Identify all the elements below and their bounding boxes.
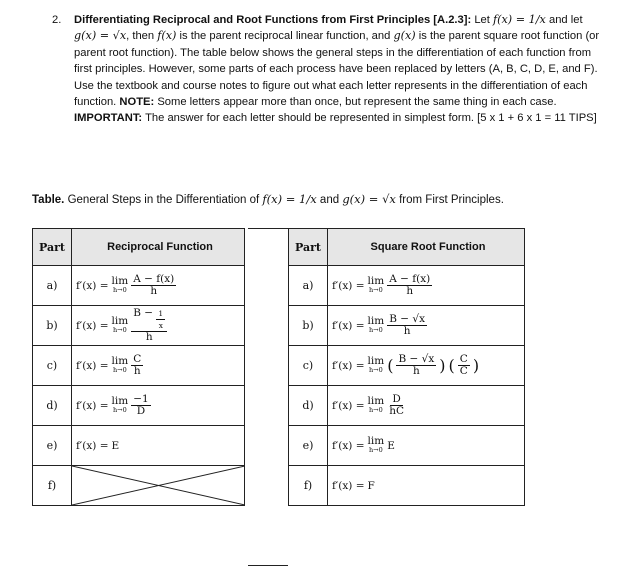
intro-let-g: let — [570, 14, 583, 26]
g-definition: g(x) = √x — [74, 29, 127, 43]
root-step-e: f′(x) = lim h→0 E — [328, 426, 525, 466]
part-label: f) — [289, 466, 328, 506]
part-label: f) — [33, 466, 72, 506]
part-label: c) — [289, 346, 328, 386]
intro-text-1: is the parent reciprocal linear function, and — [179, 30, 391, 43]
gx-symbol: g(x) — [393, 29, 416, 43]
root-step-a: f′(x) = lim h→0 $\frac{A - f(x)}{h}$ — [328, 266, 525, 306]
root-step-f: f′(x) = F — [328, 466, 525, 506]
caption-and: and — [319, 194, 340, 206]
reciprocal-header: Reciprocal Function — [72, 229, 245, 266]
part-label: e) — [289, 426, 328, 466]
reciprocal-step-e: f′(x) = E — [72, 426, 245, 466]
root-table — [288, 228, 525, 506]
note-label: NOTE: — [119, 96, 155, 109]
part-label: a) — [289, 266, 328, 306]
part-label: b) — [289, 306, 328, 346]
intro-let: Let — [474, 14, 490, 26]
part-label: a) — [33, 266, 72, 306]
question-title: Differentiating Reciprocal and Root Functions from First Principles [A.2.3]: — [74, 14, 472, 26]
reciprocal-step-c: f′(x) = lim h→0 $\frac{C}{h}$ — [72, 346, 245, 386]
intro-text-2: is the parent square root function (or parent root function). The table below shows the general steps in the differentiation of each function from first principles. However, some parts of each process have been replaced by letters (A, B, C, D, E, and F). Use the textbook and course notes to figure out what each letter represents in the differentiation of each function. — [74, 30, 600, 109]
part-header: Part — [33, 229, 72, 266]
part-label: d) — [33, 386, 72, 426]
root-header: Square Root Function — [328, 229, 525, 266]
root-step-d: f′(x) = lim h→0 $\frac{D}{hC}$ — [328, 386, 525, 426]
f-definition: f(x) = 1/x — [492, 13, 546, 26]
note-text: Some letters appear more than once, but represent the same thing in each case. — [157, 96, 557, 109]
reciprocal-step-f-crossed — [72, 466, 245, 506]
part-label: d) — [289, 386, 328, 426]
reciprocal-step-a: f′(x) = lim h→0 $\frac{A - f(x)}{h}$ — [72, 266, 245, 306]
part-label: e) — [33, 426, 72, 466]
caption-text: General Steps in the Differentiation of — [67, 194, 260, 206]
reciprocal-step-b: f′(x) = lim h→0 B − $\frac{1}{x}$ h — [72, 306, 245, 346]
important-text: The answer for each letter should be represented in simplest form. — [145, 112, 475, 125]
caption-f: f(x) = 1/x — [262, 192, 317, 206]
part-label: c) — [33, 346, 72, 386]
reciprocal-table — [32, 228, 245, 506]
caption-tail: from First Principles. — [399, 194, 504, 206]
table-caption — [32, 192, 504, 206]
reciprocal-step-d: f′(x) = lim h→0 $\frac{-1}{D}$ — [72, 386, 245, 426]
question-number: 2. — [52, 14, 62, 26]
table-gap — [248, 228, 288, 566]
tips-text: [5 x 1 + 6 x 1 = 11 TIPS] — [477, 112, 597, 125]
cross-out-icon — [72, 466, 245, 505]
intro-and: and — [548, 14, 568, 26]
caption-g: g(x) = √x — [342, 192, 396, 206]
root-step-b: f′(x) = lim h→0 $\frac{B - √x}{h}$ — [328, 306, 525, 346]
part-header: Part — [289, 229, 328, 266]
root-step-c: f′(x) = lim h→0 ( $\frac{B - √x}{h}$ ) ( $\frac{C}{C}$ ) — [328, 346, 525, 386]
caption-label: Table. — [32, 194, 65, 206]
part-label: b) — [33, 306, 72, 346]
intro-then: , then — [126, 30, 155, 43]
fx-symbol: f(x) — [157, 29, 177, 43]
important-label: IMPORTANT: — [74, 112, 143, 125]
question-body — [74, 12, 600, 127]
